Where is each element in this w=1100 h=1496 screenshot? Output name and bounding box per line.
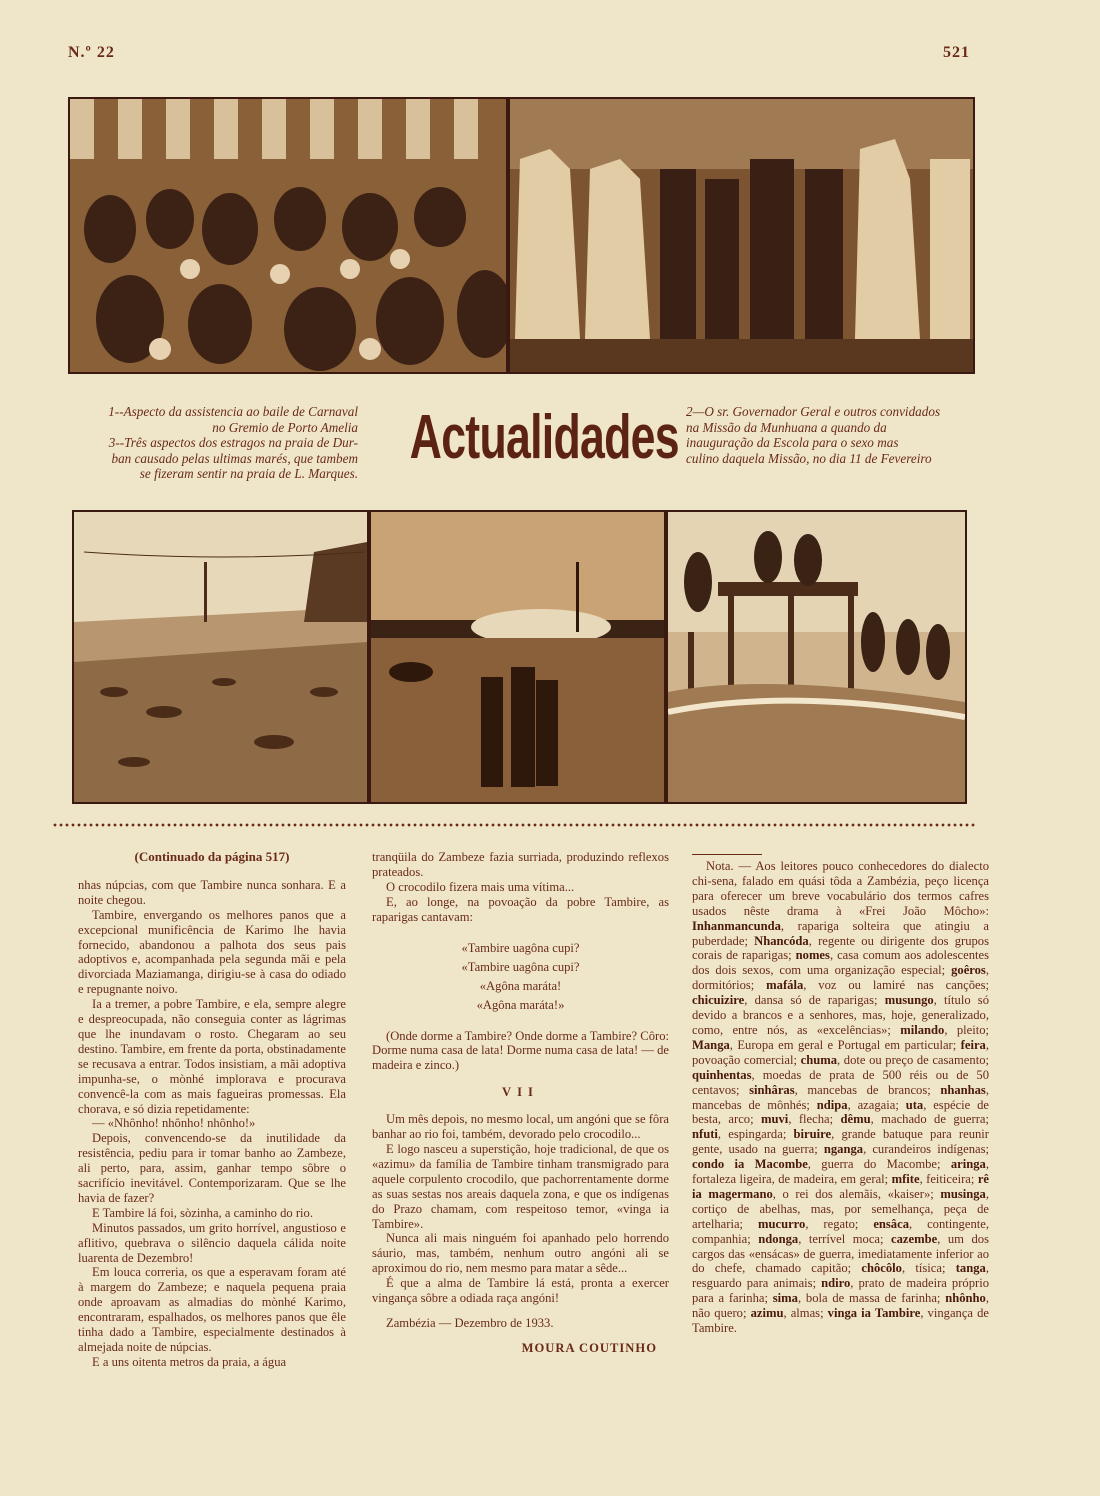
paragraph: Ia a tremer, a pobre Tambire, e ela, sempre alegre e despreocupada, não conseguia conter as lágrimas que lhe inundavam o rosto. Chegaram ao seu destino. Tambire, em frente da porta, obstinadamente se recusava a entrar. Todos insistiam, a mãi adoptiva impunha-se, o mònhé implorava e procurava convencê-la com as mais fagueiras promessas. Ela chorava, e só dizia repetidamente: bbox=[78, 997, 346, 1116]
article-column-1 bbox=[78, 850, 346, 1370]
paragraph: Depois, convencendo-se da inutilidade da resistência, pediu para ir tomar banho ao Zambeze, ali perto, para, assim, ganhar tempo sôbre o sacrifício inevitável. Contemporizaram. Que se lhe havia de fazer? bbox=[78, 1131, 346, 1205]
page-title: Actualidades bbox=[409, 403, 679, 472]
section-heading: VII bbox=[502, 1085, 539, 1100]
photo-carnival-ball bbox=[68, 97, 508, 374]
paragraph: Tambire, envergando os melhores panos que a excepcional munificência de Karimo lhe havia fornecido, abandonou a palhota dos seus pais adoptivos e, acompanhada pela segunda mãi e pela divorciada Maziamanga, dirigiu-se à casa do odiado e repugnante noivo. bbox=[78, 907, 346, 997]
paragraph: E a uns oitenta metros da praia, a água bbox=[92, 1354, 287, 1369]
caption-right: 2—O sr. Governador Geral e outros convidados na Missão da Munhuana a quando da inauguração da Escola para o sexo mas culino daquela Missão, no dia 11 de Fevereiro bbox=[686, 404, 941, 466]
paragraph: E, ao longe, na povoação da pobre Tambire, as raparigas cantavam: bbox=[372, 894, 669, 924]
dotted-divider bbox=[52, 823, 977, 827]
paragraph: O crocodilo fizera mais uma vítima... bbox=[386, 879, 575, 894]
issue-number: N.º 22 bbox=[68, 44, 115, 61]
photo-governor-mission bbox=[508, 97, 975, 374]
photo-beach-damage-3 bbox=[666, 510, 967, 804]
paragraph: tranqüila do Zambeze fazia surriada, produzindo reflexos prateados. bbox=[372, 850, 669, 879]
paragraph: nhas núpcias, com que Tambire nunca sonhara. E a noite chegou. bbox=[78, 877, 346, 907]
paragraph: Em louca correria, os que a esperavam foram até à margem do Zambeze; e naquela pequena praia onde aproavam as almadias do mònhé Karimo, encontraram, espalhados, os melhores panos que êle tinha dado a Tambire, especialmente destinados à almejada noite de núpcias. bbox=[78, 1265, 346, 1354]
paragraph: E Tambire lá foi, sòzinha, a caminho do rio. bbox=[92, 1205, 313, 1220]
continued-note: (Continuado da página 517) bbox=[134, 849, 290, 864]
article-column-3 bbox=[692, 850, 989, 1336]
paragraph: Um mês depois, no mesmo local, um angóni que se fôra banhar ao rio foi, também, devorado pelo crocodilo... bbox=[372, 1112, 669, 1142]
article-column-2 bbox=[372, 850, 669, 1356]
verse-translation: (Onde dorme a Tambire? Onde dorme a Tambire? Côro: Dorme numa casa de lata! Dorme numa casa de lata! — de madeira e zinco.) bbox=[372, 1028, 669, 1073]
paragraph: Minutos passados, um grito horrível, angustioso e aflitivo, quebrava o silêncio daquela cálida noite luarenta de Dezembro! bbox=[78, 1220, 346, 1265]
caption-left: 1--Aspecto da assistencia ao baile de Carnaval no Gremio de Porto Amelia 3--Três aspectos dos estragos na praia de Dur- ban causado pelas ultimas marés, que tambem se fizeram sentir na praia de L. Marques. bbox=[108, 404, 358, 481]
page-number: 521 bbox=[943, 44, 970, 61]
paragraph: E logo nasceu a superstição, hoje tradicional, de que os «azimu» da família de Tambire tinham transmigrado para aquele corpulento crocodilo, que pachorrentamente dorme as suas sestas nos areais daquela zona, e que os indígenas do Prazo chamam, com respeitoso temor, «vinga ia Tambire». bbox=[372, 1141, 669, 1231]
photo-beach-damage-1 bbox=[72, 510, 369, 804]
photo-beach-damage-2 bbox=[369, 510, 666, 804]
song-verse: «Tambire uagôna cupi? «Tambire uagôna cupi? «Agôna maráta! «Agôna maráta!» bbox=[461, 940, 580, 1012]
author-signature: MOURA COUTINHO bbox=[521, 1340, 657, 1355]
paragraph: Nunca ali mais ninguém foi apanhado pelo horrendo sáurio, mas, também, nenhum outro angóni ali se aproximou do rio, nem mesmo para matar a sêde... bbox=[372, 1231, 669, 1276]
dateline: Zambézia — Dezembro de 1933. bbox=[386, 1315, 554, 1330]
note-rule bbox=[692, 854, 762, 855]
paragraph: É que a alma de Tambire lá está, pronta a exercer vingança sôbre a odiada raça angóni! bbox=[372, 1276, 669, 1306]
vocabulary-note: Nota. — Aos leitores pouco conhecedores do dialecto chi-sena, falado em quási tôda a Zambézia, peço licença para oferecer um breve vocabulário dos termos cafres usados nêste drama à «Frei João Môcho»: Inhanmancunda, rapariga solteira que atingiu a puberdade; Nhancóda, regente ou dirigente dos grupos corais de raparigas; nomes, casa comum aos adolescentes dos dois sexos, com uma organização especial; goêros, dormitórios; mafála, voz ou lamiré nas canções; chicuizire, dansa só de raparigas; musungo, título só devido a brancos e a senhores, mas, hoje, generalizado, como, entre nós, as «excelências»; milando, pleito; Manga, Europa em geral e Portugal em particular; feira, povoação comercial; chuma, dote ou preço de casamento; quinhentas, moedas de prata de 500 réis ou de 50 centavos; sinhâras, mancebas de brancos; nhanhas, mancebas de mônhés; ndipa, azagaia; uta, espécie de besta, arco; muvi, flecha; dêmu, machado de guerra; nfuti, espingarda; biruire, grande batuque para reunir gente, usado na guerra; nganga, curandeiros indígenas; condo ia Macombe, guerra do Macombe; aringa, fortaleza ligeira, de madeira, em geral; mfite, feiticeira; rê ia magermano, o rei dos alemãis, «kaiser»; musinga, cortiço de abelhas, mas, por semelhança, peça de artelharia; mucurro, regato; ensâca, contingente, companhia; ndonga, terrível moca; cazembe, um dos cargos das «ensácas» de guerra, imediatamente inferior ao do chefe, chamado capitão; chôcôlo, tísica; tanga, resguardo para animais; ndiro, prato de madeira próprio para a farinha; sima, bola de massa de farinha; nhônho, não quero; azimu, almas; vinga ia Tambire, vingança de Tambire. bbox=[692, 859, 990, 1336]
paragraph: — «Nhônho! nhônho! nhônho!» bbox=[92, 1116, 256, 1131]
